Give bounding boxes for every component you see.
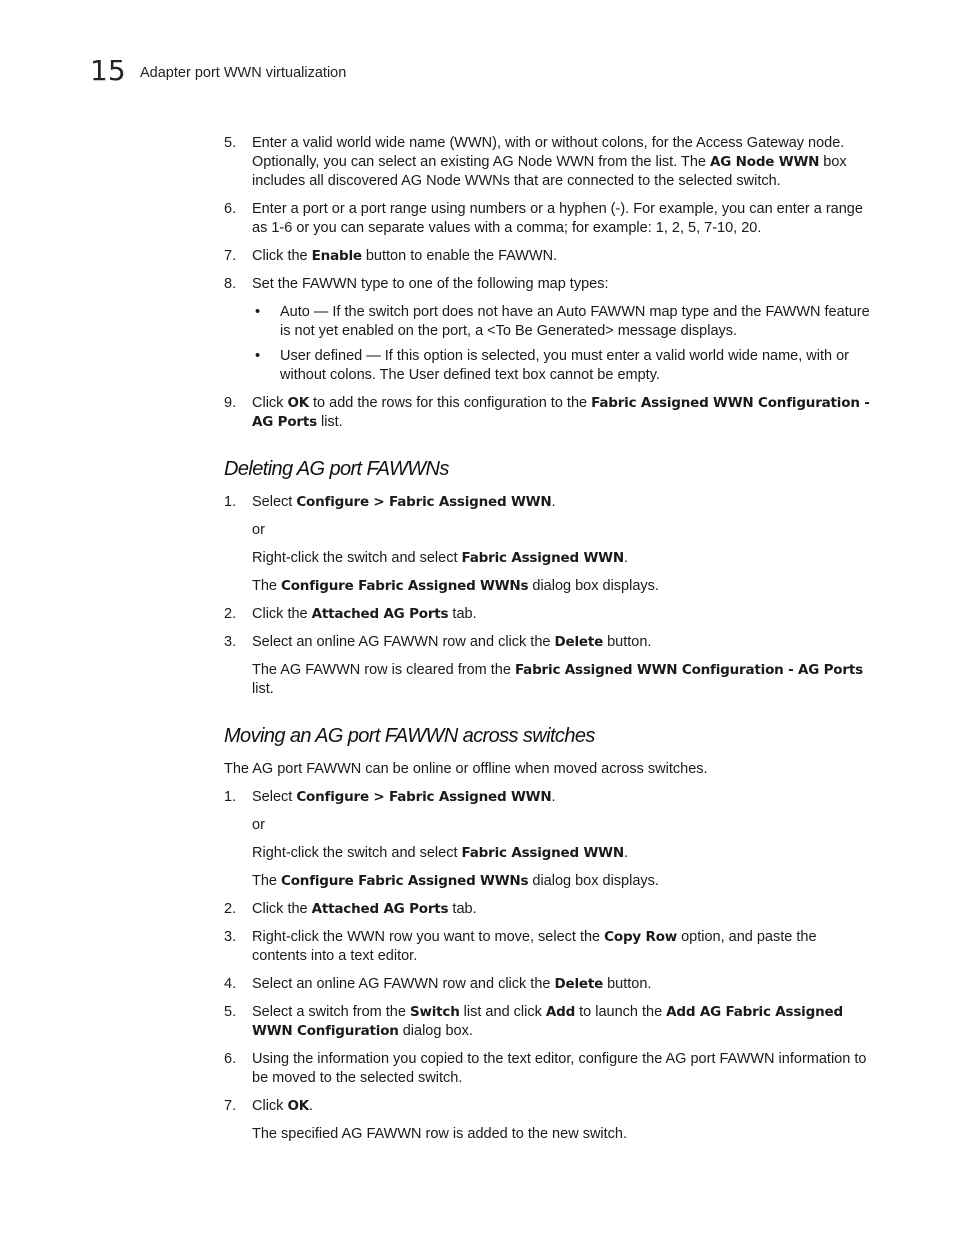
section-heading: Moving an AG port FAWWN across switches xyxy=(224,725,595,747)
list-item: 4. Select an online AG FAWWN row and click the Delete button. xyxy=(224,976,652,992)
section-heading: Deleting AG port FAWWNs xyxy=(224,458,449,480)
list-item: 5. Enter a valid world wide name (WWN), with or without colons, for the Access Gateway node. Optionally, you can select an existing AG Node WWN from the list. The AG Node WWN box includes all discovered AG Node WWNs that are connected to the selected switch. xyxy=(224,135,847,189)
ui-term: AG Node WWN xyxy=(710,154,820,170)
ui-term: Fabric Assigned WWN Configuration - AG Ports xyxy=(514,662,863,678)
list-item: 2. Click the Attached AG Ports tab. xyxy=(224,606,477,622)
intro-paragraph: The AG port FAWWN can be online or offline when moved across switches. xyxy=(224,761,708,777)
list-item: 6. Using the information you copied to the text editor, configure the AG port FAWWN information to be moved to the selected switch. xyxy=(224,1051,867,1086)
list-item: 6. Enter a port or a port range using numbers or a hyphen (-). For example, you can enter a range as 1-6 or you can separate values with a comma; for example: 1, 2, 5, 7-10, 20. xyxy=(224,201,863,236)
ui-term: Delete xyxy=(554,976,604,992)
step-note: The specified AG FAWWN row is added to the new switch. xyxy=(252,1126,628,1142)
bullet-item: • User defined — If this option is selected, you must enter a valid world wide name, with or without colons. The User defined text box cannot be empty. xyxy=(255,348,849,383)
running-title: Adapter port WWN virtualization xyxy=(140,65,347,81)
list-item: 1. Select Configure > Fabric Assigned WWN. xyxy=(224,494,556,510)
ui-term: Fabric Assigned WWN Configuration - AG Ports xyxy=(252,395,870,430)
step-note: The Configure Fabric Assigned WWNs dialog box displays. xyxy=(252,578,659,594)
list-item: 7. Click OK. xyxy=(224,1098,314,1114)
ui-term: Delete xyxy=(554,634,604,650)
list-item: 9. Click OK to add the rows for this configuration to the Fabric Assigned WWN Configuration - AG Ports list. xyxy=(224,395,870,430)
page-body xyxy=(224,134,870,1153)
ui-term: Copy Row xyxy=(604,929,678,945)
chapter-number: 15 xyxy=(90,54,126,87)
ui-term: OK xyxy=(287,1098,309,1114)
ui-term: Attached AG Ports xyxy=(311,606,449,622)
ui-term: Configure > Fabric Assigned WWN xyxy=(296,494,552,510)
list-item: 2. Click the Attached AG Ports tab. xyxy=(224,901,477,917)
list-item: 7. Click the Enable button to enable the FAWWN. xyxy=(224,248,558,264)
ui-term: Configure Fabric Assigned WWNs xyxy=(281,873,529,889)
ui-term: Configure Fabric Assigned WWNs xyxy=(281,578,529,594)
step-note: The Configure Fabric Assigned WWNs dialog box displays. xyxy=(252,873,659,889)
bullet-icon: • xyxy=(255,348,261,364)
ui-term: Switch xyxy=(409,1004,460,1020)
list-item: 3. Select an online AG FAWWN row and click the Delete button. xyxy=(224,634,652,650)
bullet-item: • Auto — If the switch port does not have an Auto FAWWN map type and the FAWWN feature is not yet enabled on the port, a <To Be Generated> message displays. xyxy=(255,304,870,339)
step-note: Right-click the switch and select Fabric Assigned WWN. xyxy=(252,845,628,861)
list-item: 5. Select a switch from the Switch list and click Add to launch the Add AG Fabric Assigned WWN Configuration dialog box. xyxy=(224,1004,843,1039)
ui-term: Configure > Fabric Assigned WWN xyxy=(296,789,552,805)
ui-term: Fabric Assigned WWN xyxy=(461,845,624,861)
list-item: 1. Select Configure > Fabric Assigned WWN. xyxy=(224,789,556,805)
ui-term: Enable xyxy=(311,248,362,264)
list-item: 8. Set the FAWWN type to one of the following map types: xyxy=(224,276,609,292)
ui-term: Fabric Assigned WWN xyxy=(461,550,624,566)
step-note: The AG FAWWN row is cleared from the Fabric Assigned WWN Configuration - AG Ports list. xyxy=(252,662,863,697)
step-note: Right-click the switch and select Fabric Assigned WWN. xyxy=(252,550,628,566)
ui-term: Add xyxy=(545,1004,576,1020)
ui-term: Add AG Fabric Assigned WWN Configuration xyxy=(252,1004,843,1039)
bullet-icon: • xyxy=(255,304,261,320)
ui-term: Attached AG Ports xyxy=(311,901,449,917)
step-note: or xyxy=(252,522,265,538)
ui-term: OK xyxy=(287,395,309,411)
step-note: or xyxy=(252,817,265,833)
list-item: 3. Right-click the WWN row you want to move, select the Copy Row option, and paste the contents into a text editor. xyxy=(224,929,817,964)
